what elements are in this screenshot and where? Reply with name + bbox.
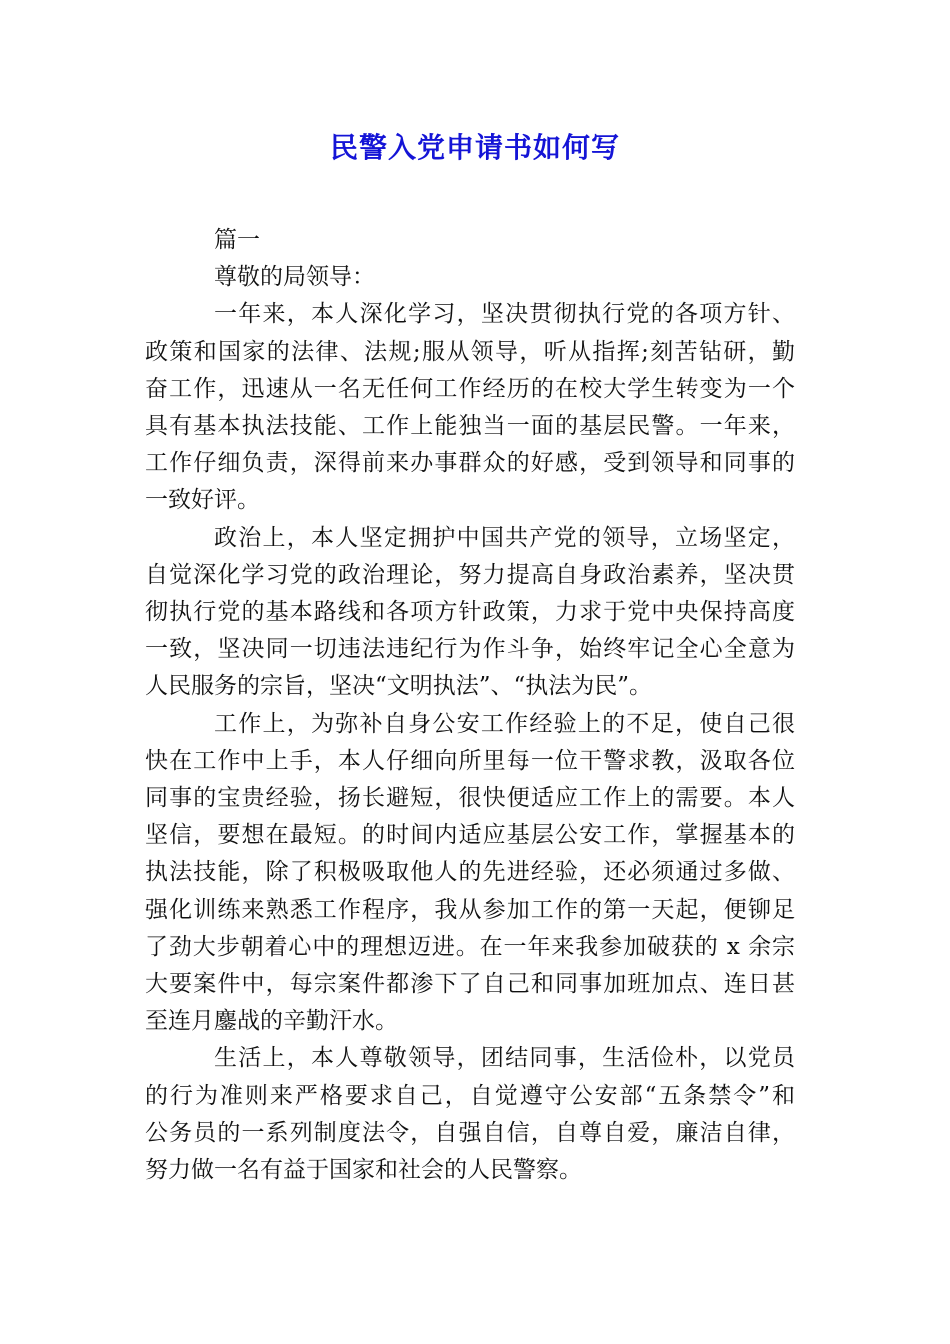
paragraph-1-line-2: 政策和国家的法律、法规;服从领导，听从指挥;刻苦钻研，勤: [145, 338, 795, 365]
paragraph-2-line-3: 彻执行党的基本路线和各项方针政策，力求于党中央保持高度: [145, 599, 795, 626]
paragraph-2-line-4: 一致，坚决同一切违法违纪行为作斗争，始终牢记全心全意为: [145, 636, 795, 663]
paragraph-3-line-5: 执法技能，除了积极吸取他人的先进经验，还必须通过多做、: [145, 859, 795, 886]
paragraph-1-line-4: 具有基本执法技能、工作上能独当一面的基层民警。一年来，: [145, 413, 795, 440]
paragraph-4-line-3: 公务员的一系列制度法令，自强自信，自尊自爱，廉洁自律，: [145, 1119, 795, 1146]
paragraph-2-line-2: 自觉深化学习党的政治理论，努力提高自身政治素养，坚决贯: [145, 561, 795, 588]
salutation: 尊敬的局领导：: [214, 264, 375, 291]
paragraph-3-line-6: 强化训练来熟悉工作程序，我从参加工作的第一天起，便铆足: [145, 896, 795, 923]
document-title: 民警入党申请书如何写: [329, 131, 620, 164]
paragraph-4-line-4: 努力做一名有益于国家和社会的人民警察。: [145, 1157, 582, 1184]
paragraph-3-line-8: 大要案件中，每宗案件都渗下了自己和同事加班加点、连日甚: [145, 971, 795, 998]
section-label: 篇一: [214, 227, 260, 253]
paragraph-3-line-9: 至连月鏖战的辛勤汗水。: [145, 1008, 398, 1035]
paragraph-4-line-2: 的行为准则来严格要求自己，自觉遵守公安部“五条禁令”和: [145, 1082, 795, 1109]
paragraph-1-line-1: 一年来，本人深化学习，坚决贯彻执行党的各项方针、: [214, 301, 795, 328]
paragraph-1-line-3: 奋工作，迅速从一名无任何工作经历的在校大学生转变为一个: [145, 375, 795, 402]
paragraph-1-line-5: 工作仔细负责，深得前来办事群众的好感，受到领导和同事的: [145, 450, 795, 477]
paragraph-4-line-1: 生活上，本人尊敬领导，团结同事，生活俭朴，以党员: [214, 1045, 795, 1072]
paragraph-3-line-2: 快在工作中上手，本人仔细向所里每一位干警求教，汲取各位: [145, 747, 795, 774]
paragraph-2-line-1: 政治上，本人坚定拥护中国共产党的领导，立场坚定，: [214, 524, 795, 551]
paragraph-1-line-6: 一致好评。: [145, 487, 260, 514]
paragraph-2-line-5: 人民服务的宗旨，坚决“文明执法”、“执法为民”。: [145, 673, 653, 700]
document-body: [145, 222, 795, 1189]
paragraph-3-line-4: 坚信，要想在最短。的时间内适应基层公安工作，掌握基本的: [145, 822, 795, 849]
paragraph-3-line-1: 工作上，为弥补自身公安工作经验上的不足，使自己很: [214, 710, 795, 737]
paragraph-3-line-7: 了劲大步朝着心中的理想迈进。在一年来我参加破获的 x 余宗: [145, 933, 795, 960]
paragraph-3-line-3: 同事的宝贵经验，扬长避短，很快便适应工作上的需要。本人: [145, 785, 795, 812]
